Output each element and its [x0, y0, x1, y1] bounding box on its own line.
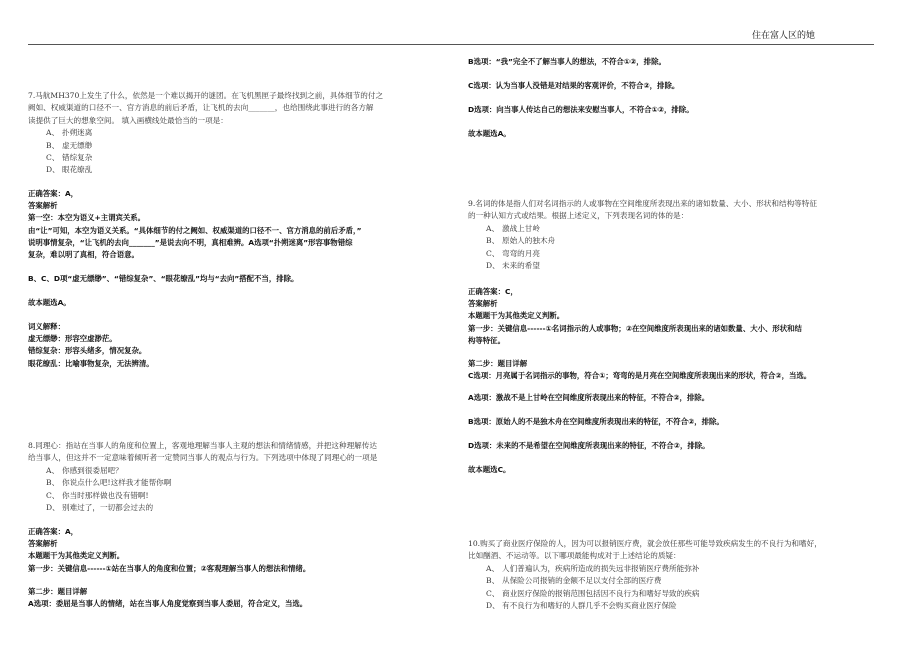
option-b: B、 从保险公司报销的金额不足以支付全部的医疗费 [486, 576, 662, 586]
answer-8-step2 [28, 586, 458, 610]
analysis-subject: 本题题干为其他类定义判断。 [28, 551, 125, 561]
analysis-step1: 第一步：关键信息------①站在当事人的角度和位置；②客观理解当事人的想法和情绪。 [28, 563, 311, 573]
answer-7-conclusion: 故本题选A。 [28, 298, 71, 307]
answer-7 [28, 188, 458, 261]
answer-9-option-d: D选项：未来的不是希望在空间维度所表现出来的特征，不符合②，排除。 [468, 441, 710, 450]
question-stem-line: 10.购买了商业医疗保险的人，因为可以报销医疗费，就会放任那些可能导致疾病发生的不良行为和嗜好， [468, 539, 822, 548]
option-b: B、 你说点什么吧!这样我才能帮你啊 [46, 478, 172, 488]
question-stem-line: 7.马航MH370上发生了什么，依然是一个难以揭开的谜团。在飞机黑匣子最终找到之前，具体细节的付之 [28, 91, 384, 100]
option-d: D、 有不良行为和嗜好的人群几乎不会购买商业医疗保险 [486, 601, 677, 611]
analysis-step2: 第二步：题目详解 [28, 587, 88, 596]
analysis-line: 复杂，难以明了真相，符合语意。 [28, 250, 139, 260]
analysis-title: 答案解析 [28, 539, 58, 549]
question-stem-line: 9.名词的体是指人们对名词指示的人或事物在空间维度所表现出来的诸如数量、大小、形状和结构等特征 [468, 199, 817, 208]
answer-9-step2 [468, 358, 898, 382]
analysis-step1: 第一步：关键信息------①名词指示的人或事物；②在空间维度所表现出来的诸如数量、大小、形状和结 [468, 323, 802, 333]
analysis-line: 说明事情复杂，“让飞机的去向_______”是说去向不明，真相难辨。A选项“扑朔迷离”形容事物错综 [28, 237, 353, 247]
question-stem-line: 阙如、权威渠道的口径不一、官方消息的前后矛盾，让飞机的去向_______，也给围绕此事进行的各方解 [28, 103, 374, 113]
vocab-line: 错综复杂：形容头绪多，情况复杂。 [28, 346, 147, 356]
question-7 [28, 90, 458, 177]
option-d: D、 未来的希望 [486, 261, 540, 271]
answer-8-option-c: C选项：认为当事人没错是对结果的客观评价，不符合②，排除。 [468, 81, 680, 90]
option-a: A、 你感到很委屈吧？ [46, 465, 123, 475]
page-header-title: 住在富人区的她 [752, 31, 816, 41]
header-divider [28, 44, 874, 45]
analysis-step1: 构等特征。 [468, 335, 505, 345]
question-stem-line: 的一种认知方式或结果。根据上述定义，下列表现名词的体的是： [468, 211, 689, 221]
analysis-option-a: A选项：委屈是当事人的情绪，站在当事人角度觉察到当事人委屈，符合定义，当选。 [28, 599, 308, 609]
vocab-explanation [28, 321, 458, 370]
answer-7-exclude: B、C、D项“虚无缥缈”、“错综复杂”、“眼花缭乱”均与“去向”搭配不当，排除。 [28, 274, 299, 283]
right-column [468, 48, 898, 644]
answer-8-option-d: D选项：向当事人传达自己的想法来安慰当事人，不符合①②，排除。 [468, 105, 694, 114]
analysis-option-c: C选项：月亮属于名词指示的事物，符合①；弯弯的是月亮在空间维度所表现出来的形状，符合②，当选。 [468, 371, 812, 381]
analysis-line: 由“让”可知，本空为语义关系。“具体细节的付之阙如、权威渠道的口径不一、官方消息的前后矛盾，” [28, 225, 362, 235]
option-c: C、 弯弯的月亮 [486, 248, 540, 258]
option-a: A、 激战上甘岭 [486, 223, 540, 233]
analysis-step2: 第二步：题目详解 [468, 359, 528, 368]
option-c: C、 商业医疗保险的报销范围包括因不良行为和嗜好导致的疾病 [486, 588, 700, 598]
correct-answer: 正确答案：A， [28, 189, 79, 198]
option-a: A、 扑朔迷离 [46, 128, 93, 138]
answer-8-conclusion: 故本题选A。 [468, 129, 511, 138]
vocab-line: 眼花缭乱：比喻事物复杂，无法辨清。 [28, 358, 154, 368]
answer-9-option-b: B选项：原始人的不是独木舟在空间维度所表现出来的特征，不符合②，排除。 [468, 417, 724, 426]
option-a: A、 人们普遍认为，疾病所造成的损失远非报销医疗费所能弥补 [486, 563, 700, 573]
option-d: D、 眼花缭乱 [46, 165, 93, 175]
question-stem-line: 8.同理心：指站在当事人的角度和位置上，客观地理解当事人主观的想法和情绪情感，并把这种理解传达 [28, 441, 377, 450]
analysis-title: 答案解析 [28, 201, 58, 211]
question-8 [28, 440, 458, 514]
answer-9 [468, 286, 898, 347]
answer-8 [28, 526, 458, 575]
question-9 [468, 198, 898, 272]
correct-answer: 正确答案：C， [468, 287, 518, 296]
answer-9-option-a: A选项：激战不是上甘岭在空间维度所表现出来的特征，不符合②，排除。 [468, 393, 710, 402]
option-c: C、 你当时那样做也没有错啊! [46, 490, 149, 500]
option-b: B、 原始人的独木舟 [486, 236, 556, 246]
question-stem-line: 给当事人，但这并不一定意味着倾听者一定赞同当事人的观点与行为。下列选项中体现了同理心的一项是 [28, 453, 378, 463]
vocab-line: 虚无缥缈：形容空虚渺茫。 [28, 334, 117, 344]
vocab-line: 词义解释： [28, 322, 65, 331]
question-10 [468, 538, 898, 612]
option-b: B、 虚无缥缈 [46, 140, 93, 150]
analysis-subject: 本题题干为其他类定义判断。 [468, 311, 565, 321]
analysis-line: 第一空：本空为语义+主谓宾关系。 [28, 213, 146, 223]
question-stem-line: 比如酗酒、不运动等。以下哪项最能构成对于上述结论的质疑： [468, 551, 681, 561]
question-stem-line: 读提供了巨大的想象空间。 填入画横线处最恰当的一项是： [28, 115, 228, 125]
answer-9-conclusion: 故本题选C。 [468, 465, 511, 474]
analysis-title: 答案解析 [468, 299, 498, 309]
option-c: C、 错综复杂 [46, 153, 93, 163]
left-column [28, 48, 458, 644]
option-d: D、 别难过了，一切都会过去的 [46, 503, 154, 513]
correct-answer: 正确答案：A， [28, 527, 79, 536]
answer-8-option-b: B选项：“我”完全不了解当事人的想法，不符合①②，排除。 [468, 57, 666, 66]
